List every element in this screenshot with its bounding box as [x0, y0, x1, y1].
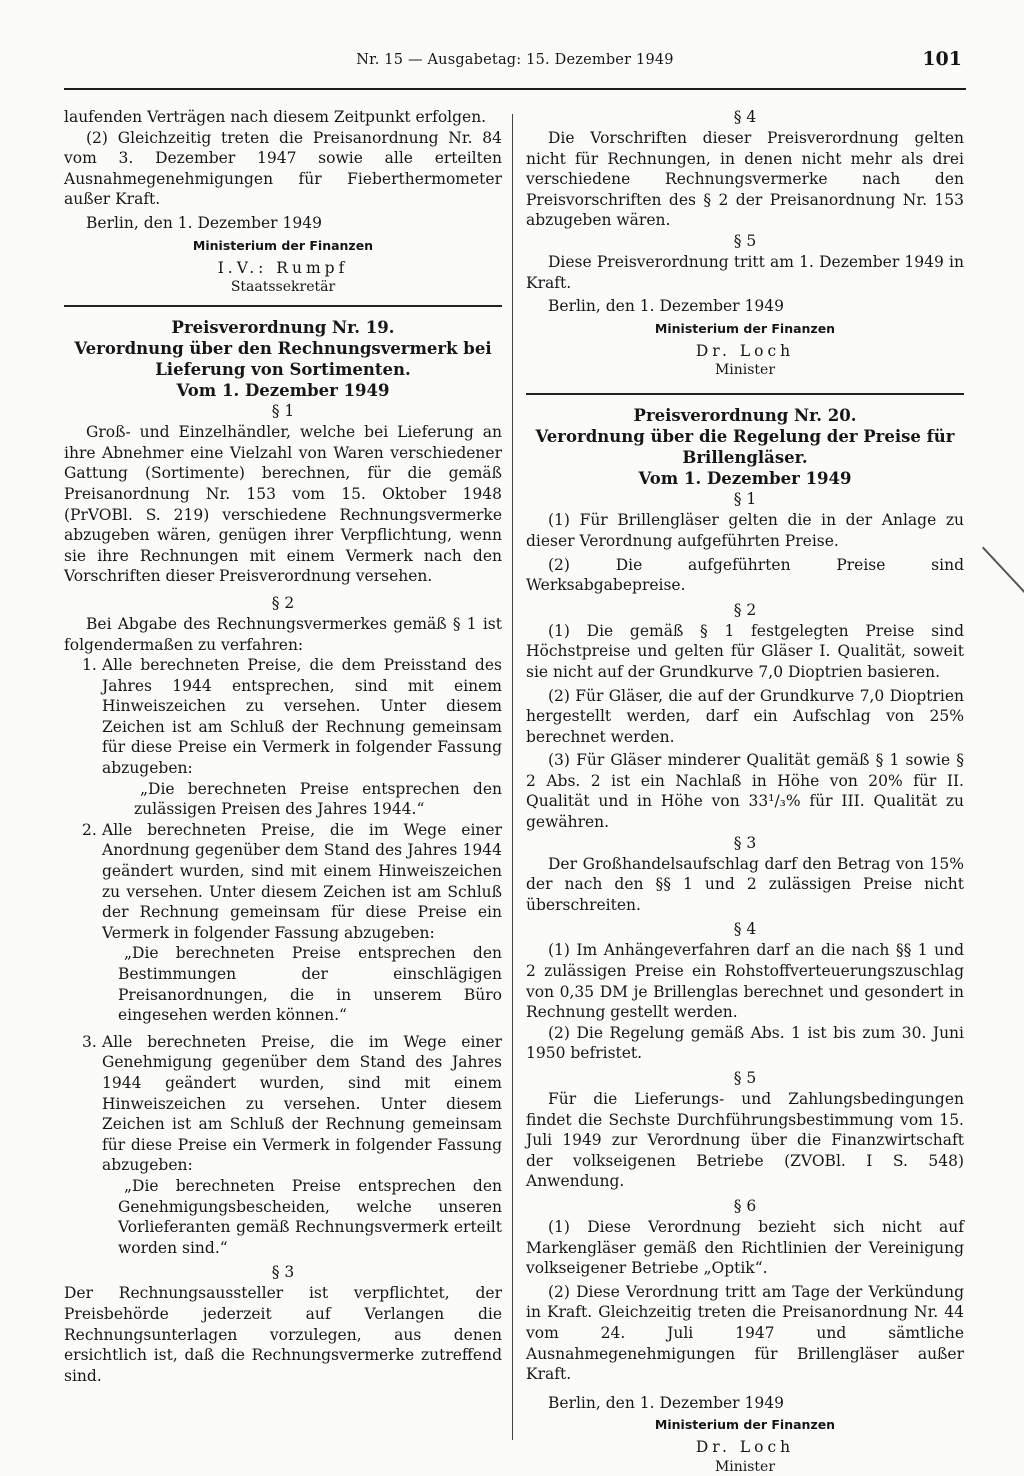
pv20-section-6-para-1: (1) Diese Verordnung bezieht sich nicht auf Markengläser gemäß den Richtlinien der Vereinigung volkseigener Betriebe „Optik“. [526, 1217, 964, 1278]
pv19-section-2-heading: § 2 [271, 593, 295, 612]
pv20-section-1-para-1: (1) Für Brillengläser gelten die in der Anlage zu dieser Verordnung aufgeführten Preise. [526, 511, 964, 550]
pv19-section-5-text: Diese Preisverordnung tritt am 1. Dezember 1949 in Kraft. [526, 252, 964, 292]
pv19-section-1-text: Groß- und Einzelhändler, welche bei Lieferung an ihre Abnehmer eine Vielzahl von Waren verschiedener Gattung (Sortimente) berechnen, für die gemäß Preisanordnung Nr. 153 vom 15. Oktober 1948 (PrVOBl. S. 219) verschiedene Rechnungsvermerke abzugeben wären, genügen ihrer Verpflichtung, wenn sie ihre Rechnungen mit einem Vermerk nach den Vorschriften dieser Preisverordnung versehen. [64, 423, 502, 586]
pv19-title: Preisverordnung Nr. 19. [171, 318, 395, 338]
pv20-subtitle: Verordnung über die Regelung der Preise für Brillengläser. [535, 427, 955, 468]
margin-pencil-mark [982, 547, 1024, 600]
pv20-section-4-heading: § 4 [733, 920, 757, 939]
quote-text: „Die berechneten Preise entsprechen den zulässigen Preisen des Jahres 1944.“ [134, 779, 502, 819]
pv19-section-3-heading: § 3 [271, 1263, 295, 1282]
pv20-section-5-text: Für die Lieferungs- und Zahlungsbedingungen findet die Sechste Durchführungsbestimmung vom 15. Juli 1949 zur Verordnung über die Finanzwirtschaft der volkseigenen Betriebe (ZVOBl. I S. 548) Anwendung. [526, 1090, 964, 1191]
pv20-section-2-para-3: (3) Für Gläser minderer Qualität gemäß § 1 sowie § 2 Abs. 2 ist ein Nachlaß in Höhe von 20% für II. Qualität und in Höhe von 33¹/₃% für III. Qualität zu gewähren. [526, 751, 964, 832]
signer-name: I.V.: Rumpf [217, 258, 349, 277]
pv20-section-6-para-2: (2) Diese Verordnung tritt am Tage der Verkündung in Kraft. Gleichzeitig treten die Preisanordnung Nr. 44 vom 24. Juli 1947 und sämtliche Ausnahmegenehmigungen für Brillengläser außer Kraft. [526, 1282, 964, 1384]
signer-title: Staatssekretär [230, 279, 336, 296]
page-number: 101 [922, 48, 962, 70]
list-number: 1. [82, 656, 97, 675]
ministry-name: Ministerium der Finanzen [192, 237, 374, 253]
pv20-section-3-text: Der Großhandelsaufschlag darf den Betrag von 15% der nach den §§ 1 und 2 zulässigen Preise nicht überschreiten. [526, 854, 964, 914]
pv19-section-4-heading: § 4 [733, 108, 757, 126]
pv19-section-1-heading: § 1 [271, 402, 295, 421]
list-item-text: Alle berechneten Preise, die im Wege einer Genehmigung gegenüber dem Stand des Jahres 1944 geändert wurden, sind mit einem Hinweiszeichen zu versehen. Unter diesem Zeichen ist am Schluß der Rechnung gemeinsam für diese Preise ein Vermerk in folgender Fassung abzugeben: [102, 1032, 502, 1175]
section-rule [64, 305, 502, 307]
pv19-subtitle: Verordnung über den Rechnungsvermerk bei Lieferung von Sortimenten. [74, 339, 492, 380]
signer-title: Minister [714, 362, 776, 379]
pv20-section-1-para-2: (2) Die aufgeführten Preise sind Werksabgabepreise. [526, 555, 964, 595]
pv20-section-3-heading: § 3 [733, 833, 757, 852]
pv19-section-2-intro: Bei Abgabe des Rechnungsvermerkes gemäß § 1 ist folgendermaßen zu verfahren: [64, 614, 502, 654]
continuation-paragraph-2: (2) Gleichzeitig treten die Preisanordnung Nr. 84 vom 3. Dezember 1947 sowie alle erteilten Ausnahmegenehmigungen für Fieberthermometer außer Kraft. [64, 128, 502, 209]
ministry-name: Ministerium der Finanzen [654, 320, 836, 336]
signer-name: Dr. Loch [695, 341, 795, 360]
column-divider [512, 114, 513, 1440]
pv20-section-5-heading: § 5 [733, 1069, 757, 1087]
page-header [64, 48, 966, 90]
list-item-text: Alle berechneten Preise, die im Wege einer Anordnung gegenüber dem Stand des Jahres 1944 geändert wurden, sind mit einem Hinweiszeichen zu versehen. Unter diesem Zeichen ist am Schluß der Rechnung gemeinsam für diese Preise ein Vermerk in folgender Fassung abzugeben: [102, 820, 502, 942]
list-item [64, 1032, 502, 1176]
continuation-text: laufenden Verträgen nach diesem Zeitpunkt erfolgen. [64, 108, 487, 126]
list-number: 3. [82, 1032, 97, 1051]
list-number: 2. [82, 820, 97, 839]
pv20-section-4-para-2: (2) Die Regelung gemäß Abs. 1 ist bis zum 30. Juni 1950 befristet. [526, 1023, 964, 1063]
place-date: Berlin, den 1. Dezember 1949 [548, 1393, 784, 1412]
pv20-title: Preisverordnung Nr. 20. [633, 406, 857, 426]
pv20-section-2-para-1: (1) Die gemäß § 1 festgelegten Preise sind Höchstpreise und gelten für Gläser I. Qualität, soweit sie nicht auf der Grundkurve 7,0 Dioptrien basieren. [526, 621, 964, 681]
pv20-date: Vom 1. Dezember 1949 [638, 469, 852, 489]
pv19-section-4-text: Die Vorschriften dieser Preisverordnung gelten nicht für Rechnungen, in denen nicht mehr als drei verschiedene Rechnungsvermerke nach den Preisvorschriften des § 2 der Preisanordnung Nr. 153 abzugeben wären. [526, 129, 964, 230]
pv20-section-2-heading: § 2 [733, 600, 757, 619]
pv20-section-1-heading: § 1 [733, 490, 757, 509]
list-item [64, 820, 502, 944]
signer-name: Dr. Loch [695, 1438, 795, 1457]
list-item [64, 655, 502, 779]
list-item-text: Alle berechneten Preise, die dem Preisstand des Jahres 1944 entsprechen, sind mit einem Hinweiszeichen zu versehen. Unter diesem Zeichen ist am Schluß der Rechnung gemeinsam für diese Preise ein Vermerk in folgender Fassung abzugeben: [102, 656, 502, 778]
quote-text: „Die berechneten Preise entsprechen den Genehmigungsbescheiden, welche unseren Vorlieferanten gemäß Rechnungsvermerk erteilt worden sind.“ [118, 1176, 502, 1257]
pv19-section-3-text: Der Rechnungsaussteller ist verpflichtet, der Preisbehörde jederzeit auf Verlangen die Rechnungsunterlagen vorzulegen, aus denen ersichtlich ist, daß die Rechnungsvermerke zutreffend sind. [64, 1284, 502, 1385]
quote-text: „Die berechneten Preise entsprechen den Bestimmungen der einschlägigen Preisanordnungen, die in unserem Büro eingesehen werden können.“ [118, 944, 502, 1025]
left-column [64, 107, 502, 1386]
pv20-section-6-heading: § 6 [733, 1196, 757, 1215]
right-column [526, 107, 964, 1476]
issue-line: Nr. 15 — Ausgabetag: 15. Dezember 1949 [356, 52, 674, 68]
ministry-name: Ministerium der Finanzen [654, 1417, 836, 1433]
place-date: Berlin, den 1. Dezember 1949 [86, 213, 322, 232]
pv20-section-4-para-1: (1) Im Anhängeverfahren darf an die nach §§ 1 und 2 zulässigen Preise ein Rohstoffverteuerungszuschlag von 0,35 DM je Brillenglas berechnet und gesondert in Rechnung gestellt werden. [526, 941, 964, 1022]
pv19-section-5-heading: § 5 [733, 231, 757, 250]
pv20-section-2-para-2: (2) Für Gläser, die auf der Grundkurve 7,0 Dioptrien hergestellt werden, darf ein Aufschlag von 25% berechnet werden. [526, 686, 964, 746]
section-rule [526, 393, 964, 395]
pv19-date: Vom 1. Dezember 1949 [176, 381, 390, 401]
signer-title: Minister [714, 1458, 776, 1475]
place-date: Berlin, den 1. Dezember 1949 [548, 297, 784, 316]
